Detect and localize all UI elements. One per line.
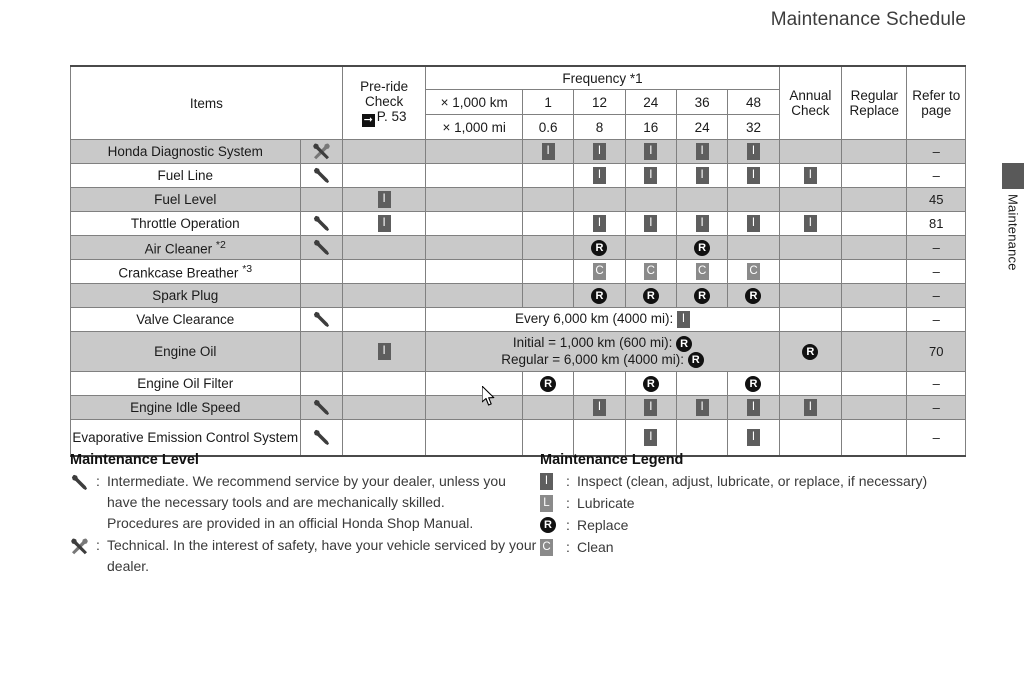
crossed-tools-icon (70, 537, 89, 556)
table-row (71, 396, 966, 420)
maintenance-legend-text: Clean (577, 539, 614, 555)
row-tool-level (300, 396, 342, 420)
row-item-label: Throttle Operation (130, 216, 240, 231)
row-frequency-3 (676, 140, 727, 164)
row-unit-spacer (426, 140, 523, 164)
row-frequency-0 (523, 140, 574, 164)
wrench-icon (312, 310, 331, 329)
table-row (71, 420, 966, 456)
header-pre-ride-check (342, 66, 426, 140)
row-pre-ride (342, 140, 426, 164)
row-frequency-note-line (426, 311, 778, 328)
header-freq-mi-1: 8 (574, 115, 625, 140)
header-page-line2: page (921, 103, 952, 118)
row-tool-level (300, 372, 342, 396)
row-unit-spacer (426, 284, 523, 308)
row-frequency-3 (676, 188, 727, 212)
badge-i: I (677, 311, 690, 328)
badge-r: R (745, 288, 761, 304)
row-pre-ride (342, 332, 426, 372)
row-frequency-3 (676, 164, 727, 188)
section-tab-label: Maintenance (1005, 194, 1021, 271)
row-annual-check (779, 372, 841, 396)
row-frequency-2 (625, 372, 676, 396)
maintenance-legend-symbol (540, 515, 566, 533)
section-tab-maintenance[interactable] (1002, 163, 1024, 271)
badge-c: C (696, 263, 709, 280)
header-annual-line1: Annual (789, 88, 832, 103)
wrench-icon (312, 398, 331, 417)
row-item-label: Fuel Line (157, 168, 214, 183)
header-refer-to-page (907, 66, 966, 140)
header-freq-mi-2: 16 (625, 115, 676, 140)
maintenance-level-text (107, 471, 540, 534)
row-unit-spacer (426, 164, 523, 188)
row-frequency-4 (728, 284, 779, 308)
badge-r: R (591, 240, 607, 256)
wrench-icon (70, 473, 89, 492)
badge-r: R (802, 344, 818, 360)
legend-colon: : (96, 537, 100, 553)
wrench-icon (312, 214, 331, 233)
row-regular-replace (842, 396, 907, 420)
badge-c: C (540, 539, 553, 556)
badge-i: I (644, 167, 657, 184)
badge-i: I (747, 167, 760, 184)
row-frequency-2 (625, 284, 676, 308)
row-refer-to-page: 45 (907, 188, 966, 212)
row-frequency-4 (728, 140, 779, 164)
row-item-label: Engine Oil (154, 344, 217, 359)
table-row (71, 212, 966, 236)
row-item-name (71, 332, 301, 372)
badge-i: I (378, 343, 391, 360)
row-item-name (71, 260, 301, 284)
header-page-line1: Refer to (912, 88, 961, 103)
row-pre-ride (342, 308, 426, 332)
row-tool-level (300, 284, 342, 308)
row-annual-check (779, 420, 841, 456)
row-frequency-3 (676, 260, 727, 284)
row-refer-to-page: – (907, 140, 966, 164)
table-row (71, 164, 966, 188)
maintenance-level-entry (70, 535, 540, 577)
row-item-name (71, 372, 301, 396)
badge-i: I (696, 215, 709, 232)
row-regular-replace (842, 260, 907, 284)
row-pre-ride (342, 188, 426, 212)
badge-i: I (747, 429, 760, 446)
section-tab-marker (1002, 163, 1024, 189)
row-frequency-4 (728, 236, 779, 260)
row-annual-check (779, 284, 841, 308)
wrench-icon (312, 166, 331, 185)
row-frequency-2 (625, 212, 676, 236)
row-refer-to-page: – (907, 396, 966, 420)
badge-r: R (745, 376, 761, 392)
row-pre-ride (342, 164, 426, 188)
row-regular-replace (842, 212, 907, 236)
row-regular-replace (842, 308, 907, 332)
row-item-label: Evaporative Emission Control System (72, 429, 299, 445)
legend-colon: : (566, 473, 570, 489)
table-row (71, 332, 966, 372)
table-header (71, 66, 966, 140)
wrench-icon (312, 238, 331, 257)
row-frequency-3 (676, 372, 727, 396)
row-item-name (71, 308, 301, 332)
row-frequency-1 (574, 188, 625, 212)
row-refer-to-page: – (907, 284, 966, 308)
maintenance-legend-symbol (540, 493, 566, 512)
row-frequency-note-text: Every 6,000 km (4000 mi): (514, 311, 678, 327)
maintenance-legend-text: Lubricate (577, 495, 635, 511)
row-frequency-2 (625, 236, 676, 260)
row-frequency-2 (625, 164, 676, 188)
badge-i: I (747, 215, 760, 232)
row-frequency-0 (523, 236, 574, 260)
maintenance-legend-text: Inspect (clean, adjust, lubricate, or replace, if necessary) (577, 473, 928, 489)
row-frequency-0 (523, 260, 574, 284)
row-tool-level (300, 188, 342, 212)
row-item-label: Fuel Level (154, 192, 217, 207)
maintenance-legend-entry (540, 515, 970, 536)
row-regular-replace (842, 140, 907, 164)
badge-c: C (644, 263, 657, 280)
header-replace-line2: Replace (849, 103, 900, 118)
header-pre-ride-line2: Check (364, 94, 404, 109)
row-regular-replace (842, 164, 907, 188)
badge-i: I (747, 143, 760, 160)
badge-l: L (540, 495, 553, 512)
row-frequency-0 (523, 164, 574, 188)
row-annual-check (779, 212, 841, 236)
badge-i: I (542, 143, 555, 160)
row-regular-replace (842, 420, 907, 456)
badge-i: I (804, 215, 817, 232)
row-frequency-4 (728, 372, 779, 396)
row-item-footnote: *3 (242, 262, 253, 275)
row-frequency-1 (574, 164, 625, 188)
row-regular-replace (842, 332, 907, 372)
row-pre-ride (342, 260, 426, 284)
badge-i: I (804, 399, 817, 416)
badge-i: I (593, 143, 606, 160)
maintenance-level-section (70, 452, 540, 578)
table-row (71, 140, 966, 164)
badge-i: I (644, 143, 657, 160)
row-item-footnote: *2 (215, 238, 226, 251)
header-freq-km-4: 48 (728, 90, 779, 115)
badge-r: R (676, 336, 692, 352)
header-annual-line2: Check (791, 103, 830, 118)
table-row (71, 308, 966, 332)
header-freq-mi-0: 0.6 (523, 115, 574, 140)
row-item-name (71, 188, 301, 212)
row-refer-to-page: – (907, 420, 966, 456)
table-row (71, 236, 966, 260)
row-tool-level (300, 164, 342, 188)
badge-i: I (378, 215, 391, 232)
badge-i: I (644, 215, 657, 232)
legend-colon: : (566, 539, 570, 555)
row-frequency-4 (728, 420, 779, 456)
row-frequency-1 (574, 236, 625, 260)
badge-i: I (593, 399, 606, 416)
row-frequency-note (426, 332, 779, 372)
row-item-label: Engine Idle Speed (130, 400, 241, 415)
row-unit-spacer (426, 396, 523, 420)
row-annual-check (779, 140, 841, 164)
badge-i: I (696, 167, 709, 184)
row-unit-spacer (426, 188, 523, 212)
row-regular-replace (842, 188, 907, 212)
row-frequency-note (426, 308, 779, 332)
badge-r: R (540, 517, 556, 533)
row-frequency-0 (523, 372, 574, 396)
row-item-name (71, 284, 301, 308)
header-freq-km-0: 1 (523, 90, 574, 115)
row-frequency-0 (523, 420, 574, 456)
badge-r: R (688, 352, 704, 368)
row-pre-ride (342, 396, 426, 420)
row-frequency-3 (676, 212, 727, 236)
row-unit-spacer (426, 236, 523, 260)
row-frequency-4 (728, 260, 779, 284)
row-frequency-3 (676, 236, 727, 260)
table-row (71, 260, 966, 284)
row-frequency-2 (625, 420, 676, 456)
maintenance-legend-entry (540, 537, 970, 558)
header-freq-km-2: 24 (625, 90, 676, 115)
maintenance-legend-symbol (540, 471, 566, 490)
row-frequency-2 (625, 396, 676, 420)
row-annual-check (779, 236, 841, 260)
header-unit-mi: × 1,000 mi (426, 115, 523, 140)
row-tool-level (300, 260, 342, 284)
row-item-name (71, 140, 301, 164)
badge-i: I (644, 399, 657, 416)
maintenance-legend-title: Maintenance Legend (540, 452, 684, 468)
row-item-name (71, 236, 301, 260)
badge-r: R (643, 288, 659, 304)
badge-r: R (591, 288, 607, 304)
row-annual-check (779, 308, 841, 332)
row-item-name (71, 164, 301, 188)
row-frequency-3 (676, 396, 727, 420)
row-annual-check (779, 396, 841, 420)
row-annual-check (779, 188, 841, 212)
legend-colon: : (566, 517, 570, 533)
row-tool-level (300, 420, 342, 456)
table-row (71, 188, 966, 212)
table-row (71, 372, 966, 396)
maintenance-level-symbol (70, 471, 96, 492)
badge-i: I (804, 167, 817, 184)
maintenance-level-text (107, 535, 540, 577)
row-item-label: Valve Clearance (136, 312, 235, 327)
row-refer-to-page: – (907, 164, 966, 188)
row-refer-to-page: 81 (907, 212, 966, 236)
row-frequency-1 (574, 212, 625, 236)
row-refer-to-page: – (907, 308, 966, 332)
row-item-label: Honda Diagnostic System (107, 144, 263, 159)
row-frequency-1 (574, 372, 625, 396)
badge-i: I (378, 191, 391, 208)
header-freq-mi-4: 32 (728, 115, 779, 140)
row-frequency-1 (574, 140, 625, 164)
badge-r: R (540, 376, 556, 392)
row-frequency-1 (574, 420, 625, 456)
maintenance-level-description: Intermediate. We recommend service by your dealer, unless you have the necessary tools and are mechanically skilled. (107, 473, 506, 510)
row-item-label: Crankcase Breather (118, 265, 243, 281)
row-regular-replace (842, 284, 907, 308)
row-frequency-4 (728, 164, 779, 188)
row-frequency-0 (523, 396, 574, 420)
badge-i: I (644, 429, 657, 446)
row-item-name (71, 396, 301, 420)
row-frequency-4 (728, 212, 779, 236)
row-item-label: Engine Oil Filter (137, 376, 234, 391)
row-refer-to-page: – (907, 236, 966, 260)
row-refer-to-page: 70 (907, 332, 966, 372)
row-refer-to-page: – (907, 372, 966, 396)
row-frequency-0 (523, 212, 574, 236)
row-pre-ride (342, 212, 426, 236)
row-item-label: Spark Plug (152, 288, 219, 303)
badge-i: I (593, 167, 606, 184)
row-frequency-1 (574, 260, 625, 284)
row-item-name (71, 212, 301, 236)
row-regular-replace (842, 236, 907, 260)
row-refer-to-page: – (907, 260, 966, 284)
row-unit-spacer (426, 420, 523, 456)
row-item-label: Air Cleaner (144, 241, 216, 257)
row-annual-check (779, 332, 841, 372)
header-pre-ride-reference (343, 109, 426, 127)
row-annual-check (779, 164, 841, 188)
row-tool-level (300, 332, 342, 372)
maintenance-legend-symbol (540, 537, 566, 556)
row-frequency-note-text: Initial = 1,000 km (600 mi): (512, 335, 677, 351)
row-frequency-2 (625, 260, 676, 284)
row-pre-ride (342, 236, 426, 260)
row-tool-level (300, 308, 342, 332)
header-items: Items (71, 66, 343, 140)
row-tool-level (300, 212, 342, 236)
row-frequency-0 (523, 284, 574, 308)
legend-colon: : (96, 473, 100, 489)
row-unit-spacer (426, 260, 523, 284)
row-unit-spacer (426, 212, 523, 236)
row-frequency-3 (676, 284, 727, 308)
header-pre-ride-page: P. 53 (376, 109, 407, 124)
crossed-tools-icon (312, 142, 331, 161)
row-frequency-3 (676, 420, 727, 456)
row-frequency-1 (574, 284, 625, 308)
table-row (71, 284, 966, 308)
row-frequency-note-line (426, 352, 778, 368)
row-frequency-2 (625, 188, 676, 212)
maintenance-legend-text: Replace (577, 517, 629, 533)
maintenance-legend-section (540, 452, 970, 578)
row-tool-level (300, 236, 342, 260)
badge-i: I (747, 399, 760, 416)
row-frequency-note-line (426, 335, 778, 351)
badge-c: C (747, 263, 760, 280)
header-freq-mi-3: 24 (676, 115, 727, 140)
maintenance-legend-entry (540, 493, 970, 514)
header-regular-replace (842, 66, 907, 140)
row-frequency-2 (625, 140, 676, 164)
row-annual-check (779, 260, 841, 284)
row-tool-level (300, 140, 342, 164)
maintenance-level-symbol (70, 535, 96, 556)
row-frequency-4 (728, 188, 779, 212)
header-unit-km: × 1,000 km (426, 90, 523, 115)
row-unit-spacer (426, 372, 523, 396)
table-body (71, 140, 966, 456)
header-freq-km-1: 12 (574, 90, 625, 115)
legend-colon: : (566, 495, 570, 511)
row-frequency-0 (523, 188, 574, 212)
row-pre-ride (342, 284, 426, 308)
maintenance-level-title: Maintenance Level (70, 452, 199, 468)
maintenance-level-entry (70, 471, 540, 534)
row-frequency-note-text: Regular = 6,000 km (4000 mi): (501, 351, 688, 367)
badge-r: R (694, 240, 710, 256)
header-pre-ride-line1: Pre-ride (360, 79, 409, 94)
row-regular-replace (842, 372, 907, 396)
badge-r: R (643, 376, 659, 392)
row-item-name (71, 420, 301, 456)
maintenance-schedule-table (70, 65, 966, 457)
badge-i: I (593, 215, 606, 232)
maintenance-level-description: Technical. In the interest of safety, have your vehicle serviced by your dealer. (107, 537, 537, 574)
maintenance-legend-entry (540, 471, 970, 492)
badge-i: I (540, 473, 553, 490)
badge-i: I (696, 399, 709, 416)
arrow-right-icon: ➞ (363, 114, 373, 126)
page-title: Maintenance Schedule (770, 9, 966, 30)
header-frequency: Frequency *1 (426, 66, 779, 90)
header-annual-check (779, 66, 841, 140)
badge-i: I (696, 143, 709, 160)
badge-r: R (694, 288, 710, 304)
header-replace-line1: Regular (850, 88, 898, 103)
row-pre-ride (342, 420, 426, 456)
badge-c: C (593, 263, 606, 280)
header-freq-km-3: 36 (676, 90, 727, 115)
wrench-icon (312, 428, 331, 447)
row-frequency-1 (574, 396, 625, 420)
row-frequency-4 (728, 396, 779, 420)
row-pre-ride (342, 372, 426, 396)
maintenance-level-continuation: Procedures are provided in an official Honda Shop Manual. (107, 515, 474, 531)
